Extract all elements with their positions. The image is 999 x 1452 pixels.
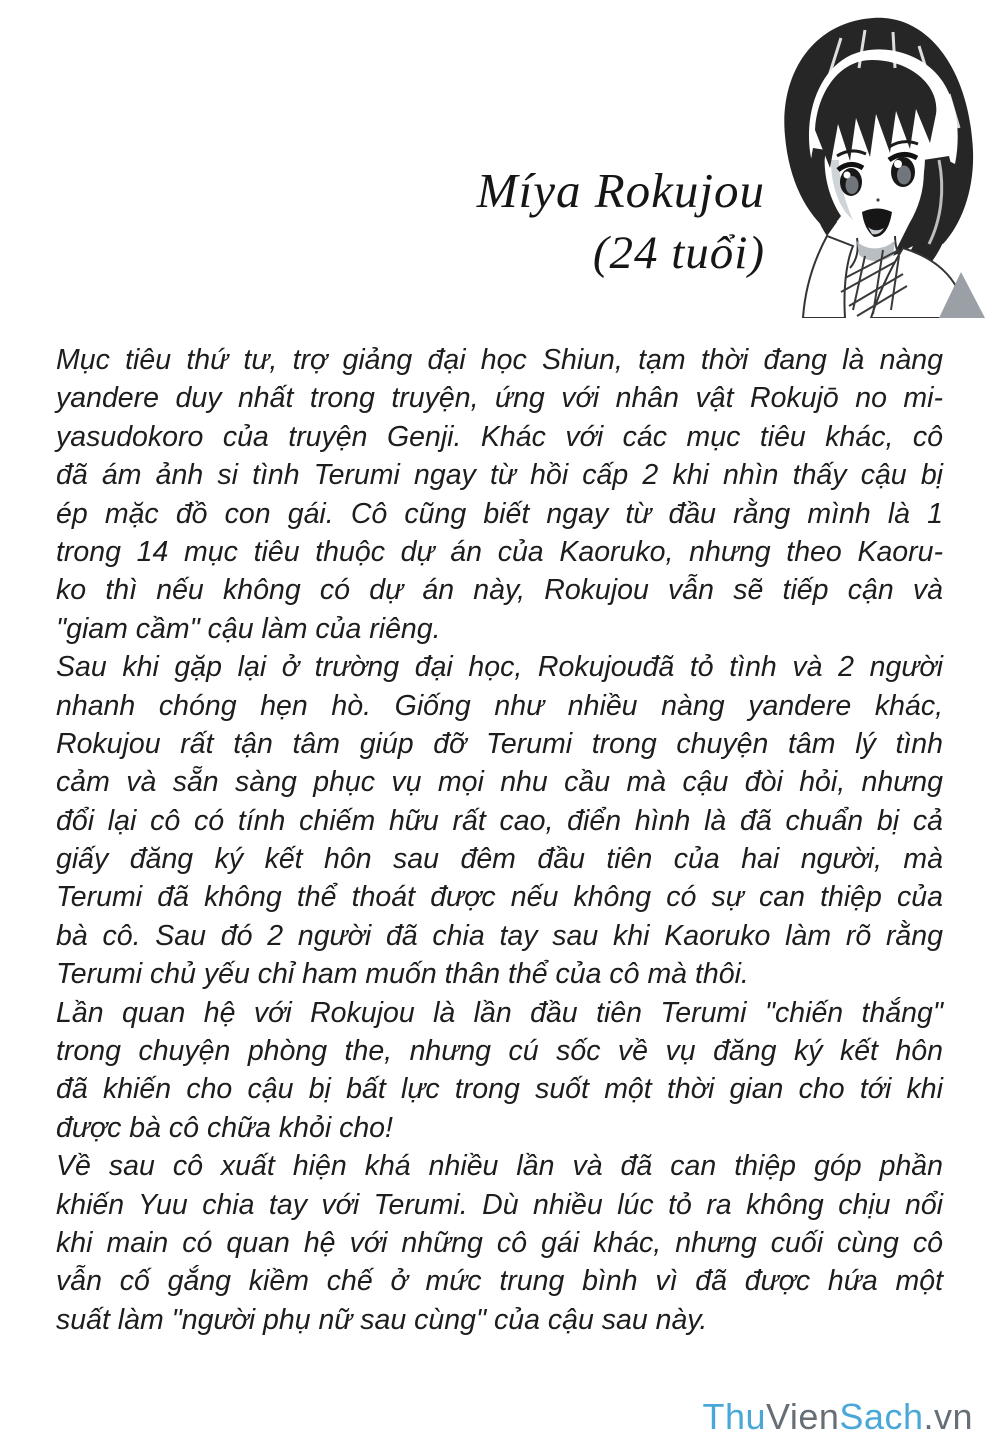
text-line: yandere duy nhất trong truyện, ứng với nhân vật Rokujō no mi- xyxy=(56,382,943,415)
text-line: được bà cô chữa khỏi cho! xyxy=(56,1111,393,1144)
watermark-segment: .vn xyxy=(923,1396,973,1437)
paragraph xyxy=(56,341,943,648)
watermark-segment: Thu xyxy=(702,1396,766,1437)
text-line: yasudokoro của truyện Genji. Khác với các mục tiêu khác, cô xyxy=(56,420,943,453)
paragraph xyxy=(56,648,943,994)
text-line: Mục tiêu thứ tư, trợ giảng đại học Shiun, tạm thời đang là nàng xyxy=(56,344,943,376)
title-name: Míya Rokujou xyxy=(476,163,765,218)
text-line: đã ám ảnh si tình Terumi ngay từ hồi cấp 2 khi nhìn thấy cậu bị xyxy=(56,459,943,492)
text-line: đổi lại cô có tính chiếm hữu rất cao, điển hình là đã chuẩn bị cả xyxy=(56,804,943,837)
text-line: đã khiến cho cậu bị bất lực trong suốt một thời gian cho tới khi xyxy=(56,1073,943,1106)
text-line: ép mặc đồ con gái. Cô cũng biết ngay từ đầu rằng mình là 1 xyxy=(56,497,943,530)
text-line: bà cô. Sau đó 2 người đã chia tay sau khi Kaoruko làm rõ rằng xyxy=(56,919,943,952)
text-line: trong 14 mục tiêu thuộc dự án của Kaoruko, nhưng theo Kaoru- xyxy=(56,535,943,568)
text-line: giấy đăng ký kết hôn sau đêm đầu tiên của hai người, mà xyxy=(56,843,943,876)
title-age: (24 tuổi) xyxy=(592,227,765,279)
text-line: Về sau cô xuất hiện khá nhiều lần và đã can thiệp góp phần xyxy=(56,1150,943,1183)
manga-girl-portrait-svg xyxy=(753,10,999,318)
paragraph xyxy=(56,994,943,1148)
text-line: Rokujou rất tận tâm giúp đỡ Terumi trong chuyện tâm lý tình xyxy=(56,727,943,760)
text-line: Sau khi gặp lại ở trường đại học, Rokujouđã tỏ tình và 2 người xyxy=(56,651,943,684)
text-line: ko thì nếu không có dự án này, Rokujou vẫn sẽ tiếp cận và xyxy=(56,574,943,607)
text-line: Terumi chủ yếu chỉ ham muốn thân thể của cô mà thôi. xyxy=(56,958,749,991)
text-line: vẫn cố gắng kiềm chế ở mức trung bình vì đã được hứa một xyxy=(56,1265,943,1298)
watermark-segment: Sach xyxy=(839,1396,924,1437)
text-line: nhanh chóng hẹn hò. Giống như nhiều nàng yandere khác, xyxy=(56,689,943,722)
body-text xyxy=(56,341,943,1339)
watermark-logo xyxy=(702,1396,973,1438)
text-line: "giam cầm" cậu làm của riêng. xyxy=(56,612,441,645)
text-line: suất làm "người phụ nữ sau cùng" của cậu sau này. xyxy=(56,1303,708,1336)
text-line: cảm và sẵn sàng phục vụ mọi nhu cầu mà cậu đòi hỏi, nhưng xyxy=(56,766,943,799)
text-line: Lần quan hệ với Rokujou là lần đầu tiên Terumi "chiến thắng" xyxy=(56,996,943,1029)
paragraph xyxy=(56,1147,943,1339)
text-line: trong chuyện phòng the, nhưng cú sốc về vụ đăng ký kết hôn xyxy=(56,1035,943,1068)
character-illustration xyxy=(753,10,999,318)
watermark-segment: Vien xyxy=(766,1396,840,1437)
character-name-title xyxy=(477,160,765,284)
text-line: Terumi đã không thể thoát được nếu không có sự can thiệp của xyxy=(56,881,943,914)
text-line: khi main có quan hệ với những cô gái khác, nhưng cuối cùng cô xyxy=(56,1226,943,1259)
text-line: khiến Yuu chia tay với Terumi. Dù nhiều lúc tỏ ra không chịu nổi xyxy=(56,1188,943,1221)
